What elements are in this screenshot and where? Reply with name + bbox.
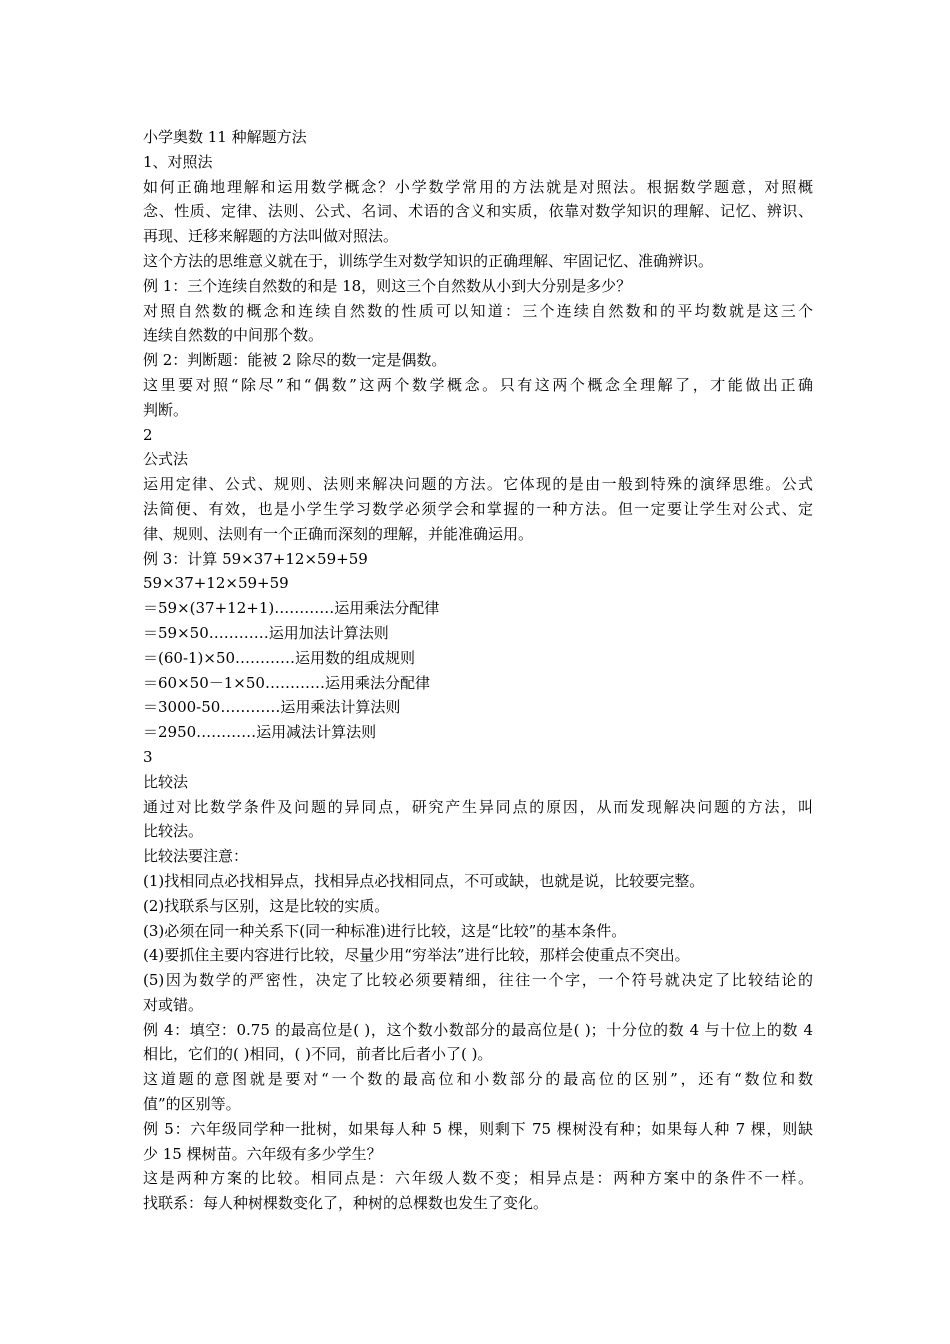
text-line: (2)找联系与区别，这是比较的实质。 — [143, 896, 390, 915]
text-line: 例 2：判断题：能被 2 除尽的数一定是偶数。 — [143, 351, 447, 370]
text-line: 判断。 — [143, 400, 189, 419]
text-line: 比较法。 — [143, 822, 204, 841]
text-line: 例 4：填空：0.75 的最高位是( )，这个数小数部分的最高位是( )；十分位的数 4 与十位上的数 4 — [143, 1020, 813, 1039]
text-line: 再现、迁移来解题的方法叫做对照法。 — [143, 227, 399, 246]
text-line: (5)因为数学的严密性，决定了比较必须要精细，往往一个字，一个符号就决定了比较结论的 — [143, 971, 813, 990]
text-line: 运用定律、公式、规则、法则来解决问题的方法。它体现的是由一般到特殊的演绎思维。公式 — [143, 475, 813, 494]
text-line: 例 5：六年级同学种一批树，如果每人种 5 棵，则剩下 75 棵树没有种；如果每人种 7 棵，则缺 — [143, 1119, 813, 1138]
text-line: (4)要抓住主要内容进行比较，尽量少用“穷举法”进行比较，那样会使重点不突出。 — [143, 946, 690, 965]
text-line: 对照自然数的概念和连续自然数的性质可以知道：三个连续自然数和的平均数就是这三个 — [143, 301, 813, 320]
document-page — [143, 125, 813, 1216]
text-line: 这是两种方案的比较。相同点是：六年级人数不变；相异点是：两种方案中的条件不一样。 — [143, 1169, 813, 1188]
text-line: 这个方法的思维意义就在于，训练学生对数学知识的正确理解、牢固记忆、准确辨识。 — [143, 251, 714, 270]
text-line: 少 15 棵树苗。六年级有多少学生？ — [143, 1144, 382, 1163]
text-line: 相比，它们的( )相同，( )不同，前者比后者小了( )。 — [143, 1045, 493, 1064]
text-line: 如何正确地理解和运用数学概念？小学数学常用的方法就是对照法。根据数学题意，对照概 — [143, 177, 813, 196]
text-line: ＝2950…………运用减法计算法则 — [143, 723, 377, 742]
text-line: 连续自然数的中间那个数。 — [143, 326, 324, 345]
text-line: ＝59×(37+12+1)…………运用乘法分配律 — [143, 599, 440, 618]
text-line: 律、规则、法则有一个正确而深刻的理解，并能准确运用。 — [143, 524, 534, 543]
text-line: 通过对比数学条件及问题的异同点，研究产生异同点的原因，从而发现解决问题的方法，叫 — [143, 797, 813, 816]
text-line: ＝3000-50…………运用乘法计算法则 — [143, 698, 401, 717]
text-line: ＝59×50…………运用加法计算法则 — [143, 623, 389, 642]
text-line: (1)找相同点必找相异点，找相异点必找相同点，不可或缺，也就是说，比较要完整。 — [143, 871, 705, 890]
text-line: 比较法 — [143, 772, 189, 791]
text-line: 这道题的意图就是要对“一个数的最高位和小数部分的最高位的区别”，还有“数位和数 — [143, 1070, 813, 1089]
text-line: 59×37+12×59+59 — [143, 574, 289, 593]
text-line: 法简便、有效，也是小学生学习数学必须学会和掌握的一种方法。但一定要让学生对公式、定 — [143, 499, 813, 518]
text-line: 例 1：三个连续自然数的和是 18，则这三个自然数从小到大分别是多少？ — [143, 276, 632, 295]
text-line: 比较法要注意： — [143, 847, 249, 866]
text-line: 值”的区别等。 — [143, 1095, 241, 1114]
text-line: 找联系：每人种树棵数变化了，种树的总棵数也发生了变化。 — [143, 1194, 549, 1213]
text-line: 念、性质、定律、法则、公式、名词、术语的含义和实质，依靠对数学知识的理解、记忆、辨识、 — [143, 202, 813, 221]
text-line: 2 — [143, 425, 153, 444]
text-line: 例 3：计算 59×37+12×59+59 — [143, 549, 368, 568]
text-line: 对或错。 — [143, 995, 204, 1014]
text-line: 这里要对照“除尽”和“偶数”这两个数学概念。只有这两个概念全理解了，才能做出正确 — [143, 375, 813, 394]
document-title: 小学奥数 11 种解题方法 — [143, 128, 307, 146]
text-line: 3 — [143, 747, 153, 766]
text-line: ＝60×50－1×50…………运用乘法分配律 — [143, 673, 430, 692]
text-line: 1、对照法 — [143, 152, 213, 171]
text-line: (3)必须在同一种关系下(同一种标准)进行比较，这是“比较”的基本条件。 — [143, 921, 627, 940]
text-line: ＝(60-1)×50…………运用数的组成规则 — [143, 648, 416, 667]
text-line: 公式法 — [143, 450, 189, 469]
